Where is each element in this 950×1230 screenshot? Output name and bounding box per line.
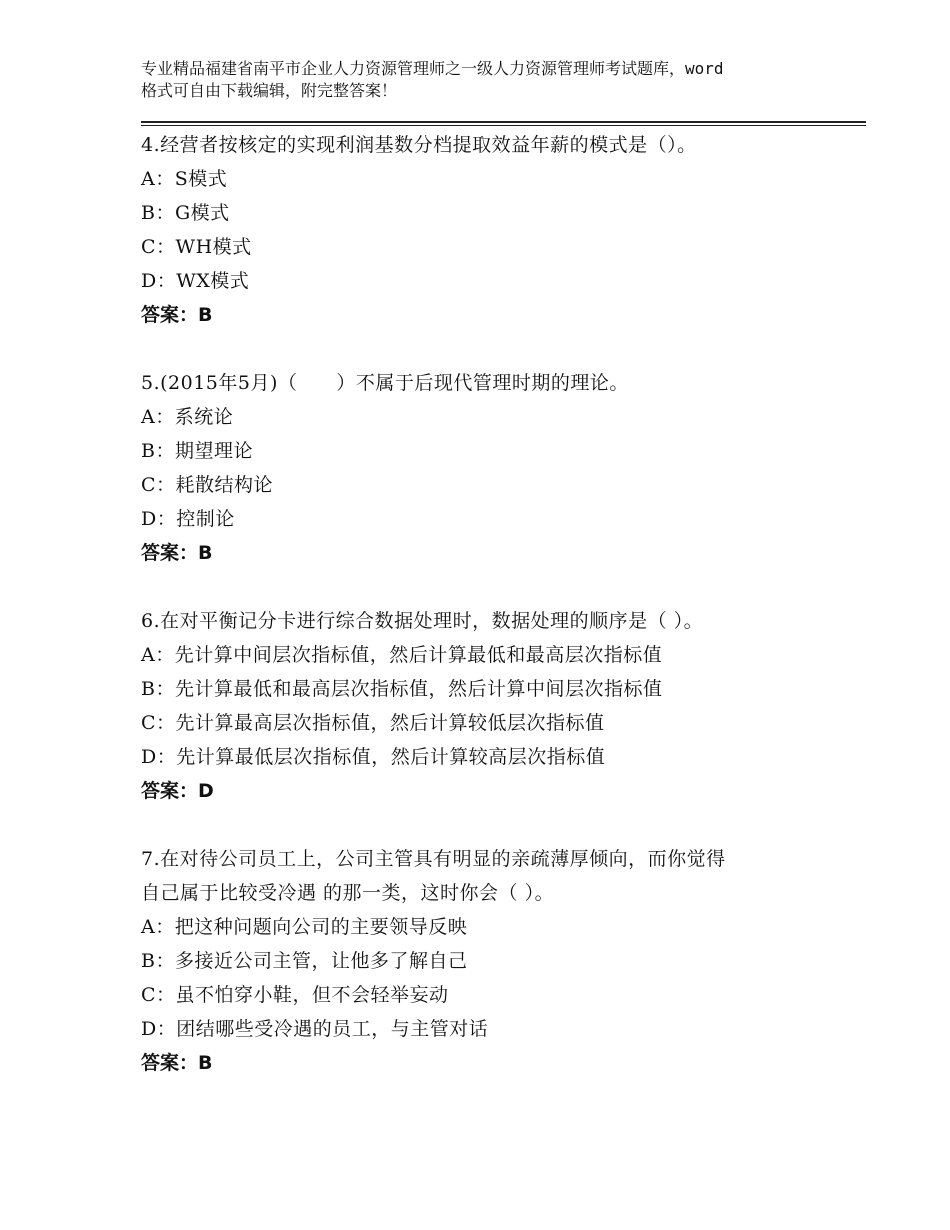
question-stem: 4.经营者按核定的实现利润基数分档提取效益年薪的模式是（）。 (141, 134, 697, 156)
option-d: D：先计算最低层次指标值，然后计算较高层次指标值 (141, 746, 606, 768)
answer-label: 答案：D (141, 780, 214, 802)
option-c: C：虽不怕穿小鞋，但不会轻举妄动 (141, 984, 449, 1006)
option-a: A：S模式 (141, 168, 228, 190)
header-line-1: 专业精品福建省南平市企业人力资源管理师之一级人力资源管理师考试题库，word (141, 59, 724, 78)
option-d: D：控制论 (141, 508, 235, 530)
answer-label: 答案：B (141, 542, 213, 564)
option-c: C：WH模式 (141, 236, 252, 258)
question-stem-continued: 自己属于比较受冷遇 的那一类，这时你会（ ）。 (141, 882, 555, 904)
question-block (141, 128, 861, 332)
option-a: A：把这种问题向公司的主要领导反映 (141, 916, 468, 938)
option-b: B：G模式 (141, 202, 230, 224)
option-d: D：WX模式 (141, 270, 250, 292)
question-stem: 7.在对待公司员工上，公司主管具有明显的亲疏薄厚倾向，而你觉得 (141, 848, 726, 870)
question-block (141, 604, 861, 808)
option-a: A：先计算中间层次指标值，然后计算最低和最高层次指标值 (141, 644, 663, 666)
question-stem: 6.在对平衡记分卡进行综合数据处理时，数据处理的顺序是（ ）。 (141, 610, 704, 632)
question-block (141, 842, 861, 1080)
option-b: B：多接近公司主管，让他多了解自己 (141, 950, 468, 972)
option-a: A：系统论 (141, 406, 234, 428)
answer-label: 答案：B (141, 1052, 213, 1074)
option-c: C：耗散结构论 (141, 474, 274, 496)
header-divider-thick (141, 121, 866, 123)
header-line-2: 格式可自由下载编辑，附完整答案！ (141, 81, 398, 100)
document-header (141, 58, 861, 102)
question-list (141, 128, 861, 1114)
question-stem: 5.(2015年5月)（ ）不属于后现代管理时期的理论。 (141, 372, 629, 394)
question-block (141, 366, 861, 570)
option-c: C：先计算最高层次指标值，然后计算较低层次指标值 (141, 712, 605, 734)
option-b: B：期望理论 (141, 440, 253, 462)
header-divider-thin (141, 125, 866, 126)
answer-label: 答案：B (141, 304, 213, 326)
option-b: B：先计算最低和最高层次指标值，然后计算中间层次指标值 (141, 678, 663, 700)
option-d: D：团结哪些受冷遇的员工，与主管对话 (141, 1018, 489, 1040)
